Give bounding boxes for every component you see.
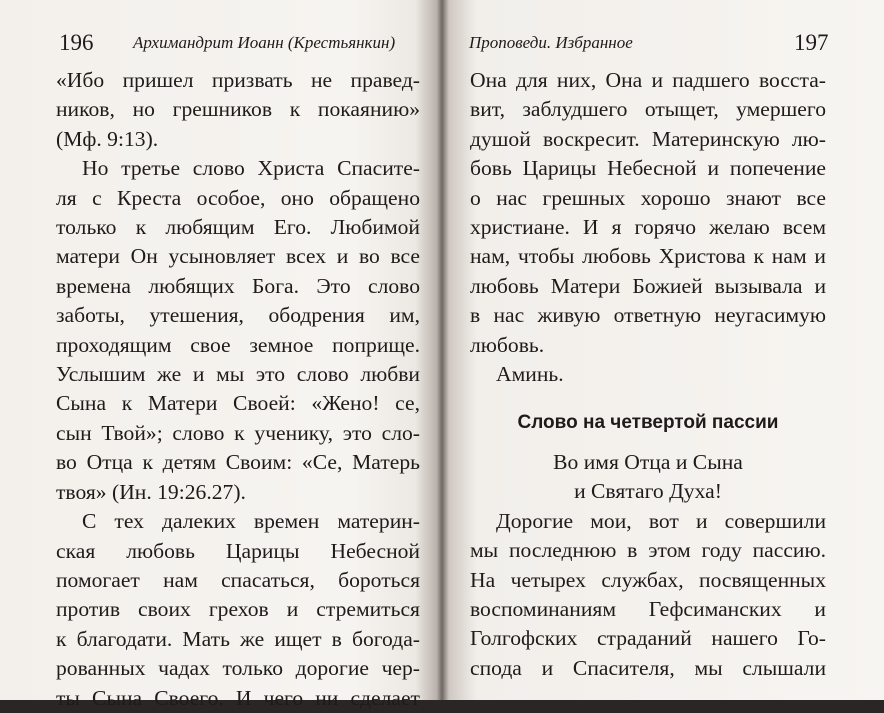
right-page <box>444 0 884 700</box>
text-line: только к любящим Его. Любимой <box>56 215 420 240</box>
text-line: заботы, утешения, ободрения им, <box>56 303 420 328</box>
page-number-left: 196 <box>59 30 94 55</box>
text-line: Но третье слово Христа Спасите- <box>82 156 420 181</box>
text-line: «Ибо пришел призвать не правед- <box>56 68 420 92</box>
text-line: Дорогие мои, вот и совершили <box>496 508 826 533</box>
text-line: в нас живую ответную неугасимую <box>470 303 826 328</box>
text-line: душой воскресит. Материнскую лю- <box>470 126 826 151</box>
left-page <box>0 0 440 710</box>
text-line: воспоминаниям Гефсиманских и <box>470 596 826 621</box>
text-line: Услышим же и мы это слово любви <box>56 362 420 387</box>
text-line: На четырех службах, посвященных <box>470 567 826 592</box>
text-line: христиане. И я горячо желаю всем <box>470 215 826 240</box>
text-line: Сына к Матери Своей: «Жено! се, <box>56 391 420 416</box>
text-line: нам, чтобы любовь Христова к нам и <box>470 244 826 269</box>
text-line: любовь Матери Божией вызывала и <box>470 273 826 298</box>
text-line: матери Он усыновляет всех и во все <box>56 244 420 269</box>
page-number-right: 197 <box>794 30 829 55</box>
text-line: (Мф. 9:13). <box>56 126 159 151</box>
text-line: ты Сына Своего. И чего ни сделает <box>56 685 420 710</box>
text-line: проходящим свое земное поприще. <box>56 332 420 357</box>
text-line: вит, заблудшего отыщет, умершего <box>470 97 826 122</box>
running-head-right: Проповеди. Избранное <box>469 33 633 52</box>
invocation-line: и Святаго Духа! <box>574 479 722 504</box>
left-page-text <box>56 66 420 713</box>
text-line: ская любовь Царицы Небесной <box>56 538 420 563</box>
text-line: ля с Креста особое, оно обращено <box>56 185 420 210</box>
text-line: ников, но грешников к покаянию» <box>56 97 420 122</box>
text-line: времена любящих Бога. Это слово <box>56 273 420 298</box>
text-line: помогает нам спасаться, бороться <box>56 567 420 592</box>
text-line: С тех далеких времен материн- <box>82 509 420 534</box>
text-line: любовь. <box>470 332 545 357</box>
text-line: Аминь. <box>496 362 564 387</box>
right-page-text <box>470 66 826 683</box>
text-line: твоя» (Ин. 19:26.27). <box>56 479 246 504</box>
text-line: Она для них, Она и падшего восста- <box>470 68 826 92</box>
text-line: спода и Спасителя, мы слышали <box>470 655 826 680</box>
text-line: против своих грехов и стремиться <box>56 597 420 622</box>
text-line: бовь Царицы Небесной и попечение <box>470 156 826 181</box>
text-line: Голгофских страданий нашего Го- <box>470 626 826 651</box>
running-head-left: Архимандрит Иоанн (Крестьянкин) <box>133 33 396 52</box>
text-line: к благодати. Мать же ищет в богода- <box>56 626 420 651</box>
text-line: рованных чадах только дорогие чер- <box>56 656 420 681</box>
text-line: во Отца к детям Своим: «Се, Матерь <box>56 450 420 475</box>
text-line: мы последнюю в этом году пассию. <box>470 538 826 563</box>
invocation-line: Во имя Отца и Сына <box>553 449 743 474</box>
text-line: сын Твой»; слово к ученику, это сло- <box>56 420 420 445</box>
sermon-heading: Слово на четвертой пассии <box>517 412 779 434</box>
text-line: о нас грешных хорошо знают все <box>470 185 826 210</box>
